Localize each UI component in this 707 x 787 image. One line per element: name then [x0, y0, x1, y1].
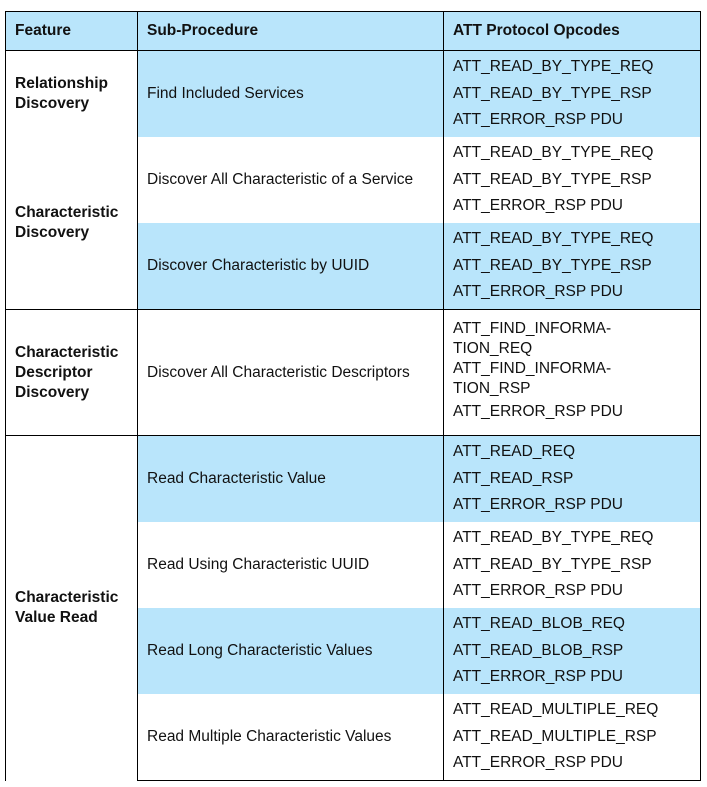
opcode: ATT_READ_BY_TYPE_REQ: [453, 58, 654, 76]
header-row: [6, 12, 701, 51]
sub-procedure-cell: Read Using Characteristic UUID: [138, 522, 444, 608]
opcode: ATT_READ_BY_TYPE_RSP: [453, 256, 652, 274]
opcode: ATT_ERROR_RSP PDU: [453, 668, 623, 686]
opcodes-cell: [444, 137, 701, 223]
sub-procedure-cell: Find Included Services: [138, 51, 444, 138]
sub-procedure-cell: Discover All Characteristic Descriptors: [138, 310, 444, 436]
feature-cell: Characteristic Discovery: [6, 137, 138, 310]
opcode: ATT_ERROR_RSP PDU: [453, 496, 623, 514]
table-row: [6, 137, 701, 223]
sub-procedure-cell: Discover All Characteristic of a Service: [138, 137, 444, 223]
opcodes-cell: [444, 522, 701, 608]
opcode: ATT_READ_BLOB_RSP: [453, 641, 624, 659]
header-opcodes: ATT Protocol Opcodes: [444, 12, 701, 51]
opcodes-cell: [444, 51, 701, 138]
table-row: [6, 436, 701, 523]
opcodes-cell: [444, 223, 701, 310]
feature-cell: Characteristic Descriptor Discovery: [6, 310, 138, 436]
opcode: ATT_READ_BY_TYPE_RSP: [453, 84, 652, 102]
opcode: ATT_READ_RSP: [453, 469, 574, 487]
opcodes-cell: [444, 694, 701, 781]
opcode: ATT_READ_BY_TYPE_REQ: [453, 144, 654, 162]
opcode: ATT_READ_MULTIPLE_REQ: [453, 701, 659, 719]
opcode: ATT_FIND_INFORMA- TION_RSP: [453, 360, 612, 398]
feature-cell: Relationship Discovery: [6, 51, 138, 138]
opcode: ATT_ERROR_RSP PDU: [453, 283, 623, 301]
header-sub-procedure: Sub-Procedure: [138, 12, 444, 51]
opcodes-cell: [444, 436, 701, 523]
opcode: ATT_READ_REQ: [453, 443, 576, 461]
feature-cell: Characteristic Value Read: [6, 436, 138, 781]
opcode: ATT_READ_MULTIPLE_RSP: [453, 727, 657, 745]
table-row: [6, 51, 701, 138]
opcode: ATT_READ_BY_TYPE_REQ: [453, 230, 654, 248]
opcodes-cell: [444, 310, 701, 436]
sub-procedure-cell: Read Characteristic Value: [138, 436, 444, 523]
opcode: ATT_READ_BY_TYPE_RSP: [453, 170, 652, 188]
opcode: ATT_FIND_INFORMA- TION_REQ: [453, 320, 612, 358]
opcode: ATT_READ_BY_TYPE_RSP: [453, 555, 652, 573]
header-feature: Feature: [6, 12, 138, 51]
opcode: ATT_ERROR_RSP PDU: [453, 754, 623, 772]
att-opcodes-table: [5, 11, 701, 781]
sub-procedure-cell: Read Multiple Characteristic Values: [138, 694, 444, 781]
table-row: [6, 310, 701, 436]
opcode: ATT_ERROR_RSP PDU: [453, 582, 623, 600]
opcode: ATT_ERROR_RSP PDU: [453, 403, 623, 421]
opcode: ATT_ERROR_RSP PDU: [453, 111, 623, 129]
sub-procedure-cell: Discover Characteristic by UUID: [138, 223, 444, 310]
opcode: ATT_ERROR_RSP PDU: [453, 197, 623, 215]
sub-procedure-cell: Read Long Characteristic Values: [138, 608, 444, 694]
opcode: ATT_READ_BLOB_REQ: [453, 615, 625, 633]
opcodes-cell: [444, 608, 701, 694]
opcode: ATT_READ_BY_TYPE_REQ: [453, 529, 654, 547]
